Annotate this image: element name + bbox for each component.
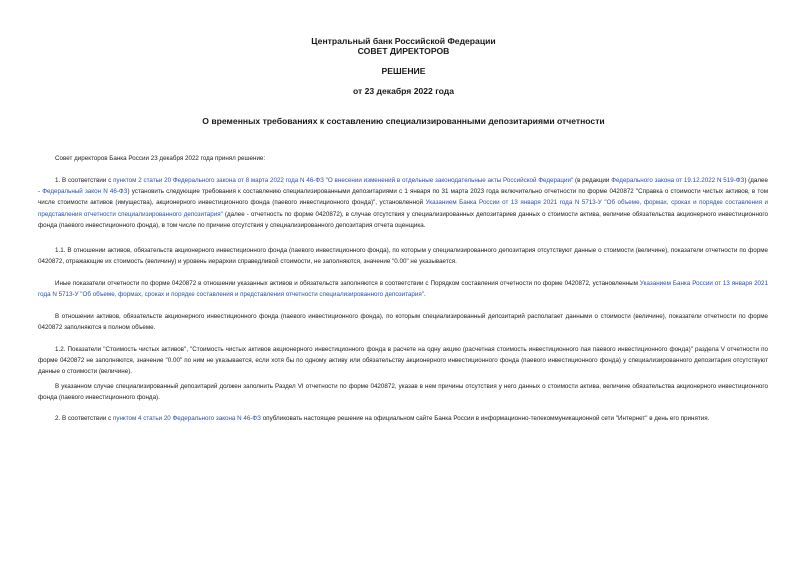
doc-title: О временных требованиях к составлению специализированными депозитариями отчетности [202, 116, 605, 126]
link-law-46fz[interactable]: Федеральный закон N 46-ФЗ [42, 188, 128, 196]
paragraph-case: В указанном случае специализированный депозитарий должен заполнить Раздел VI отчетности по форме 0420872, указав в нем причины отсутствия у него данных о стоимости актива, величине обязательства акционерного инвестиционного фонда (паевого инвестиционного фонда). [38, 383, 768, 402]
paragraph-1-text-e: (далее - отчетность по форме 0420872), в случае отсутствия у специализированных депозитариев данных о стоимости актива, величине обязательства акционерного инвестиционного фонда (паевого инвестиционного фонда), в том числе по причине отсутствия у специализированного депозитария отчета оценщика. [38, 210, 769, 229]
doc-date: от 23 декабря 2022 года [352, 86, 455, 96]
link-law-46fz-art20-p4[interactable]: пунктом 4 статьи 20 Федерального закона N 46-ФЗ [112, 415, 261, 422]
paragraph-2 [38, 413, 768, 424]
paragraph-1-text-c: ) (далее - [38, 177, 768, 196]
paragraph-1 [38, 175, 768, 231]
doc-type: РЕШЕНИЕ [381, 66, 426, 76]
paragraph-other-text-a: Иные показатели отчетности по форме 0420872 в отношении указанных активов и обязательств заполняются в соответствии с Порядком составления отчетности по форме 0420872, установленным [55, 280, 640, 287]
paragraph-1-text-a: 1. В соответствии с [55, 177, 114, 184]
org-name: Центральный банк Российской Федерации [311, 36, 496, 46]
intro-paragraph: Совет директоров Банка России 23 декабря 2022 года принял решение: [55, 155, 266, 162]
paragraph-other-indicators [38, 278, 768, 300]
paragraph-1-2: 1.2. Показатели "Стоимость чистых активов", "Стоимость чистых активов акционерного инвестиционного фонда в расчете на одну акцию (расчетная стоимость инвестиционного пая паевого инвестиционного фонда)" раздела V отчетности по форме 0420872 не заполняются, значение "0.00" по ним не указывается, если хотя бы по одному активу или обязательству акционерного инвестиционного фонда (паевого инвестиционного фонда) у специализированного депозитария отсутствуют данные о стоимости (величине). [38, 346, 768, 376]
board-name: СОВЕТ ДИРЕКТОРОВ [357, 46, 450, 56]
link-law-519fz[interactable]: Федерального закона от 19.12.2022 N 519-ФЗ [611, 177, 745, 184]
paragraph-2-text-b: опубликовать настоящее решение на официальном сайте Банка России в информационно-телекоммуникационной сети "Интернет" в день его принятия. [260, 415, 710, 422]
paragraph-assets: В отношении активов, обязательств акционерного инвестиционного фонда (паевого инвестиционного фонда), по которым специализированный депозитарий располагает данными о стоимости (величине), показатели отчетности по форме 0420872 заполняются в полном объеме. [38, 313, 768, 332]
paragraph-2-text-a: 2. В соответствии с [55, 415, 113, 422]
link-directive-5713u[interactable]: Указанием Банка России от 13 января 2021 года N 5713-У "Об объеме, формах, сроках и порядке составления и представления отчетности специализированного депозитария" [38, 199, 768, 218]
paragraph-1-1: 1.1. В отношении активов, обязательств акционерного инвестиционного фонда (паевого инвестиционного фонда), по которым у специализированного депозитария отсутствуют данные о стоимости (величине), показатели отчетности по форме 0420872, отражающие их стоимость (величину) и уровень иерархии справедливой стоимости, не заполняются, значение "0.00" не указывается. [38, 247, 768, 266]
link-law-46fz-art20-p2[interactable]: пунктом 2 статьи 20 Федерального закона от 8 марта 2022 года N 46-ФЗ "О внесении изменений в отдельные законодательные акты Российской Федерации" [113, 177, 574, 184]
paragraph-1-text-b: (в редакции [573, 177, 612, 184]
link-directive-5713u-2[interactable]: Указанием Банка России от 13 января 2021 года N 5713-У "Об объеме, формах, сроках и порядке составления и представления отчетности специализированного депозитария" [38, 280, 768, 299]
paragraph-1-text-d: ) установить следующие требования к составлению специализированными депозитариями с 1 января по 31 марта 2023 года включительно отчетности по форме 0420872 "Справка о стоимости чистых активов, в том числе стоимости активов (имущества), акционерного инвестиционного фонда (паевого инвестиционного фонда)", установленной [38, 188, 768, 207]
paragraph-other-text-b: . [423, 291, 426, 299]
